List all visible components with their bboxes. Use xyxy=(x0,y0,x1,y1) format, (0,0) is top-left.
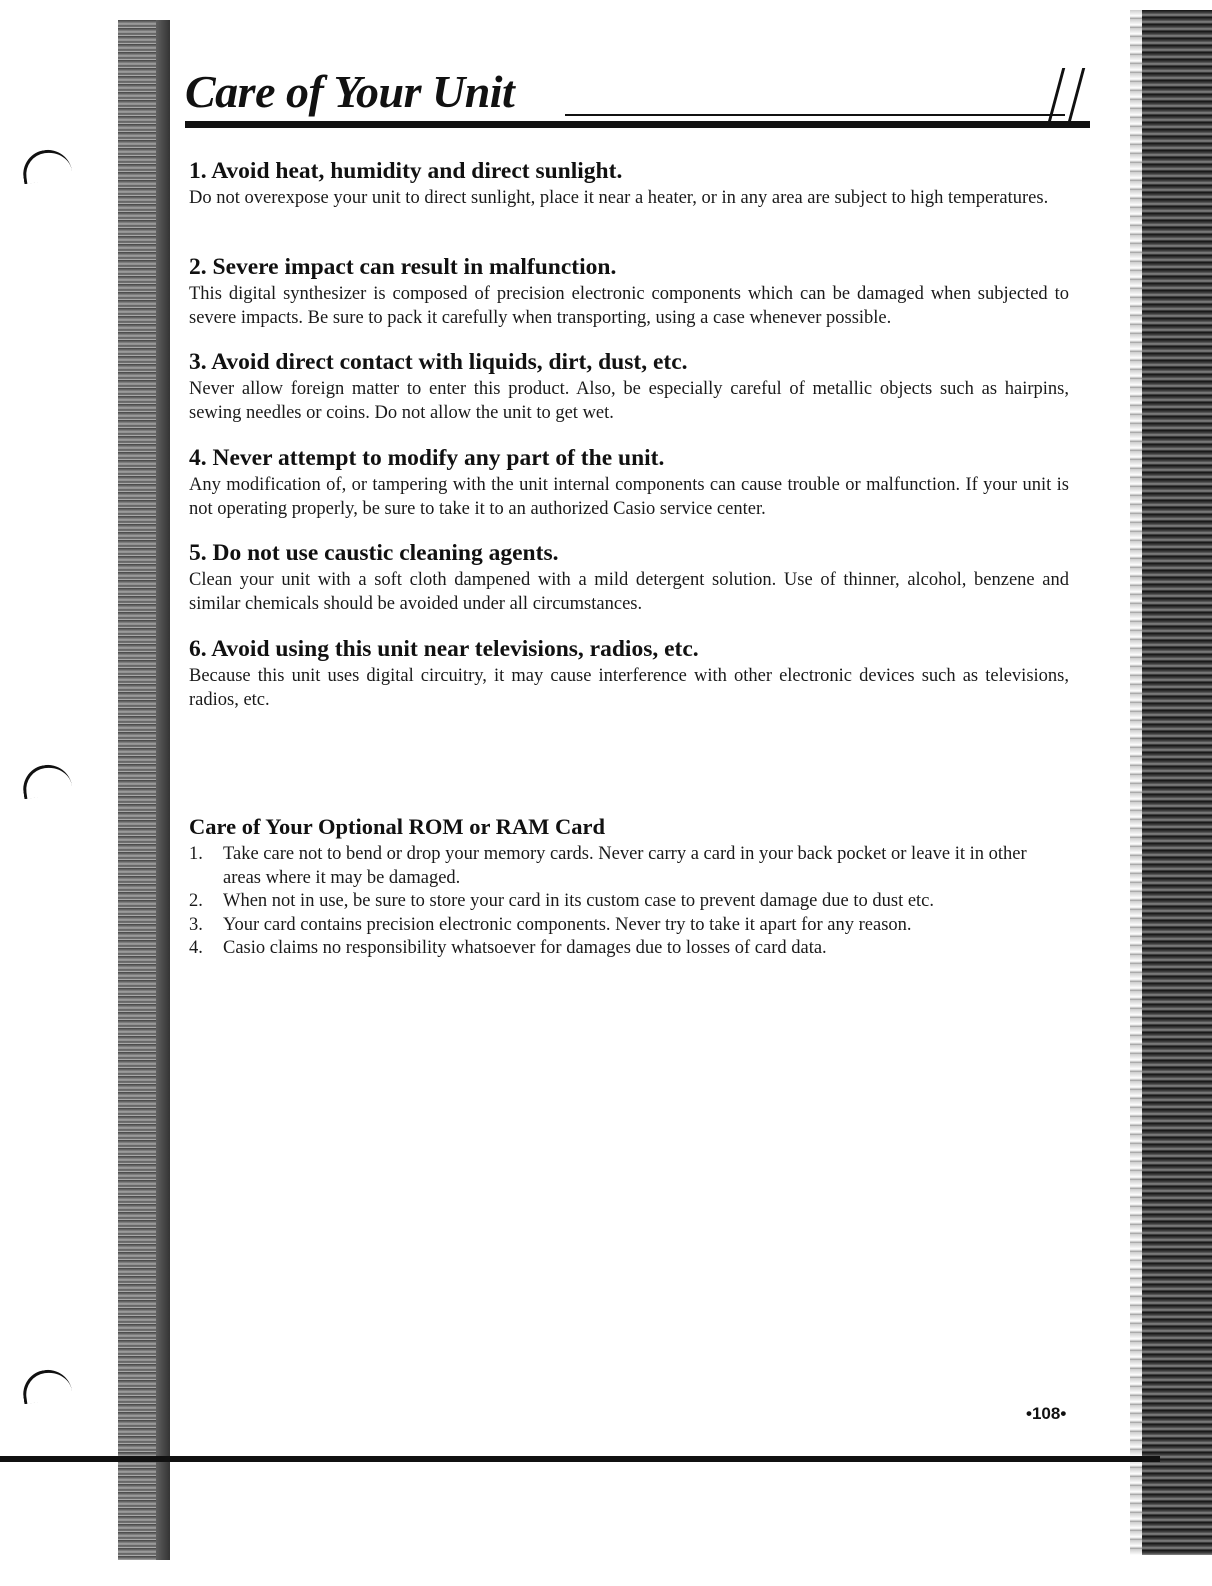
punch-hole-mark xyxy=(20,147,73,185)
section-body: This digital synthesizer is composed of precision electronic components which can be damaged when subjected to severe impacts. Be sure to pack it carefully when transporting, using a case whenever possible. xyxy=(189,284,1069,328)
list-item-number: 3. xyxy=(189,914,203,935)
care-section-2 xyxy=(189,252,1069,330)
list-item-number: 1. xyxy=(189,844,203,864)
list-item-text: When not in use, be sure to store your card in its custom case to prevent damage due to dust etc. xyxy=(223,891,935,911)
right-binding-edge xyxy=(1142,10,1212,1555)
left-binding-edge xyxy=(118,20,170,1560)
title-slash-mark xyxy=(1068,68,1085,122)
section-heading: 3. Avoid direct contact with liquids, dirt, dust, etc. xyxy=(189,349,688,375)
page-bottom-rule xyxy=(0,1456,1160,1462)
list-item-text: Your card contains precision electronic components. Never try to take it apart for any reason. xyxy=(223,914,912,935)
section-heading: 4. Never attempt to modify any part of the unit. xyxy=(189,445,665,471)
title-underline xyxy=(565,114,1065,116)
care-section-3 xyxy=(189,347,1069,425)
punch-hole-mark xyxy=(20,1367,73,1405)
title-rule xyxy=(185,121,1090,128)
list-item-number: 2. xyxy=(189,891,203,911)
section-heading: 6. Avoid using this unit near televisions, radios, etc. xyxy=(189,636,699,662)
care-section-4 xyxy=(189,443,1069,521)
section-heading: 1. Avoid heat, humidity and direct sunlight. xyxy=(189,158,623,184)
list-item xyxy=(189,914,1069,938)
page-title: Care of Your Unit xyxy=(185,66,515,117)
care-section-5 xyxy=(189,538,1069,616)
page-number: •108• xyxy=(1026,1404,1067,1423)
care-section-1 xyxy=(189,156,1069,210)
section-body: Clean your unit with a soft cloth dampened with a mild detergent solution. Use of thinner, alcohol, benzene and similar chemicals should be avoided under all circumstances. xyxy=(189,570,1069,614)
list-item-text: Casio claims no responsibility whatsoever for damages due to losses of card data. xyxy=(223,938,827,958)
section-heading: 5. Do not use caustic cleaning agents. xyxy=(189,540,559,566)
punch-hole-mark xyxy=(20,762,73,800)
card-care-heading: Care of Your Optional ROM or RAM Card xyxy=(189,814,606,839)
section-body: Do not overexpose your unit to direct sunlight, place it near a heater, or in any area are subject to high temperatures. xyxy=(189,188,1049,208)
list-item xyxy=(189,843,1069,890)
care-section-6 xyxy=(189,634,1069,712)
list-item xyxy=(189,937,1069,961)
section-body: Any modification of, or tampering with the unit internal components can cause trouble or malfunction. If your unit is not operating properly, be sure to take it to an authorized Casio service center. xyxy=(189,475,1069,519)
section-body: Because this unit uses digital circuitry, it may cause interference with other electronic devices such as televisions, radios, etc. xyxy=(189,666,1069,710)
card-care-list xyxy=(189,843,1069,961)
section-heading: 2. Severe impact can result in malfunction. xyxy=(189,254,617,280)
list-item xyxy=(189,890,1069,914)
section-body: Never allow foreign matter to enter this product. Also, be especially careful of metallic objects such as hairpins, sewing needles or coins. Do not allow the unit to get wet. xyxy=(189,379,1069,423)
list-item-text: Take care not to bend or drop your memory cards. Never carry a card in your back pocket or leave it in other areas where it may be damaged. xyxy=(223,844,1027,888)
list-item-number: 4. xyxy=(189,938,203,958)
